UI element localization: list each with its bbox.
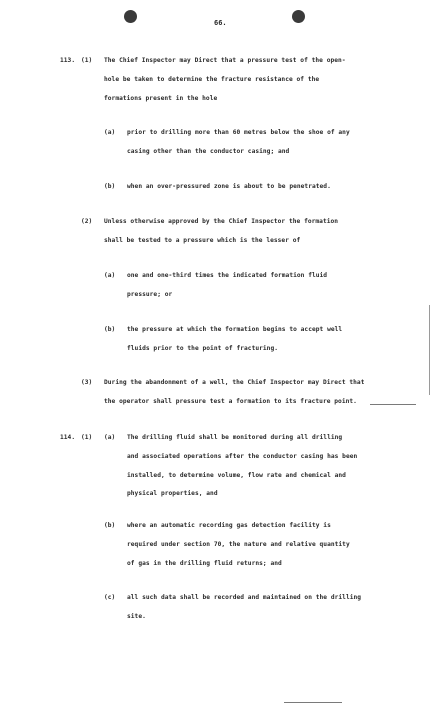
page-number: 66.	[214, 19, 227, 27]
subsection-text-line: the operator shall pressure test a formation to its fracture point.	[104, 398, 357, 405]
subsection-label-113-3: (3)	[81, 379, 93, 386]
item-label-113-1-b: (b)	[104, 183, 116, 190]
section-number-114: 114.	[60, 434, 76, 441]
scan-margin-line	[429, 305, 430, 395]
item-text-line: required under section 70, the nature and relative quantity	[127, 541, 350, 548]
item-text-line: where an automatic recording gas detection facility is	[127, 522, 331, 529]
item-text-line: The drilling fluid shall be monitored during all drilling	[127, 434, 343, 441]
item-label-114-1-a: (a)	[104, 434, 116, 441]
item-text-line: pressure; or	[127, 291, 173, 298]
subsection-text-line: shall be tested to a pressure which is the lesser of	[104, 237, 301, 244]
item-text-line: physical properties, and	[127, 490, 218, 497]
item-text-line: prior to drilling more than 60 metres below the shoe of any	[127, 129, 350, 136]
item-text-line: of gas in the drilling fluid returns; and	[127, 560, 282, 567]
punch-hole-left	[124, 10, 137, 23]
item-text-line: installed, to determine volume, flow rate and chemical and	[127, 472, 346, 479]
punch-hole-right	[292, 10, 305, 23]
item-text-line: casing other than the conductor casing; and	[127, 148, 290, 155]
subsection-text-line: During the abandonment of a well, the Chief Inspector may Direct that	[104, 379, 365, 386]
item-text-line: one and one-third times the indicated formation fluid	[127, 272, 328, 279]
item-label-113-2-b: (b)	[104, 326, 116, 333]
subsection-label-114-1: (1)	[81, 434, 93, 441]
item-text-line: all such data shall be recorded and maintained on the drilling	[127, 594, 362, 601]
item-text-line: site.	[127, 613, 146, 620]
subsection-label-113-2: (2)	[81, 218, 93, 225]
subsection-label-113-1: (1)	[81, 57, 93, 64]
item-label-113-1-a: (a)	[104, 129, 116, 136]
item-text-line: fluids prior to the point of fracturing.	[127, 345, 279, 352]
item-text-line: and associated operations after the conductor casing has been	[127, 453, 358, 460]
section-number-113: 113.	[60, 57, 76, 64]
item-text-line: when an over-pressured zone is about to be penetrated.	[127, 183, 331, 190]
subsection-text-line: Unless otherwise approved by the Chief Inspector the formation	[104, 218, 339, 225]
item-label-113-2-a: (a)	[104, 272, 116, 279]
item-text-line: the pressure at which the formation begins to accept well	[127, 326, 343, 333]
item-label-114-1-b: (b)	[104, 522, 116, 529]
subsection-text-line: formations present in the hole	[104, 95, 218, 102]
scan-underline-mark	[370, 404, 416, 405]
subsection-text-line: hole be taken to determine the fracture resistance of the	[104, 76, 320, 83]
item-label-114-1-c: (c)	[104, 594, 116, 601]
subsection-text-line: The Chief Inspector may Direct that a pressure test of the open-	[104, 57, 346, 64]
scan-footer-mark	[284, 702, 342, 703]
